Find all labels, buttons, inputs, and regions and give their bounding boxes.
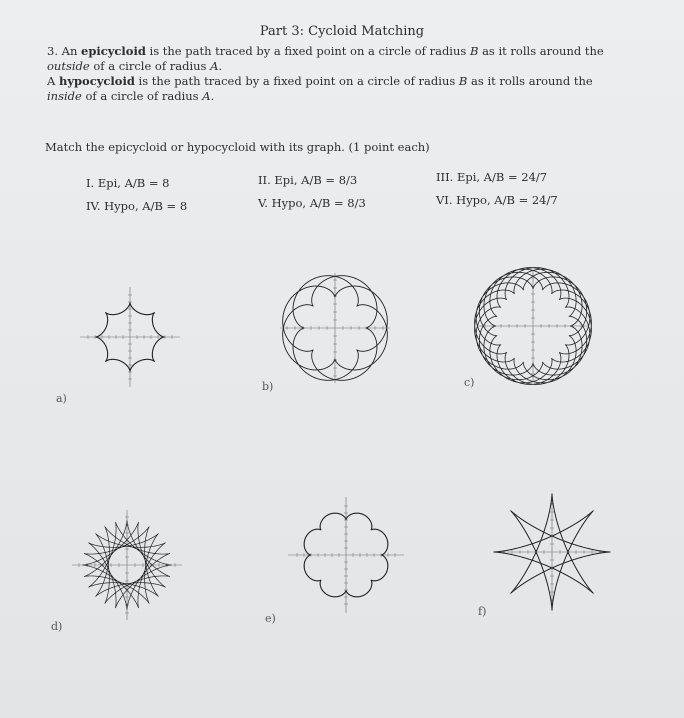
- graph-label-d: d): [51, 620, 63, 633]
- option-6: VI. Hypo, A/B = 24/7: [436, 193, 558, 207]
- graph-label-a: a): [56, 392, 67, 405]
- graph-d: [72, 505, 182, 629]
- graph-label-f: f): [478, 605, 487, 618]
- option-1: I. Epi, A/B = 8: [86, 176, 170, 190]
- hypocycloid-term: hypocycloid: [58, 74, 135, 88]
- axes: [280, 273, 390, 383]
- graph-c: [478, 266, 588, 390]
- axes: [288, 497, 404, 613]
- epicycloid-definition: 3. An epicycloid is the path traced by a fixed point on a circle of radius B as it rolls around the outside of a circle of radius A.: [47, 44, 604, 73]
- option-2: II. Epi, A/B = 8/3: [258, 173, 358, 187]
- axes: [72, 510, 182, 620]
- page-title: Part 3: Cycloid Matching: [259, 24, 425, 39]
- graph-label-b: b): [262, 380, 274, 393]
- graph-f: [497, 490, 607, 619]
- graph-a: [80, 280, 180, 399]
- graph-e: [286, 495, 406, 619]
- option-4: IV. Hypo, A/B = 8: [86, 199, 188, 213]
- option-3: III. Epi, A/B = 24/7: [436, 170, 548, 184]
- hypocycloid-definition: A hypocycloid is the path traced by a fixed point on a circle of radius B as it rolls around the inside of a circle of radius A.: [47, 74, 593, 103]
- graph-label-c: c): [464, 376, 475, 389]
- instruction-text: Match the epicycloid or hypocycloid with its graph. (1 point each): [45, 140, 430, 154]
- graph-b: [280, 268, 390, 392]
- axes: [80, 287, 180, 387]
- problem-statement: [47, 44, 607, 104]
- option-5: V. Hypo, A/B = 8/3: [258, 196, 366, 210]
- epicycloid-term: epicycloid: [81, 44, 146, 58]
- graph-label-e: e): [265, 612, 276, 625]
